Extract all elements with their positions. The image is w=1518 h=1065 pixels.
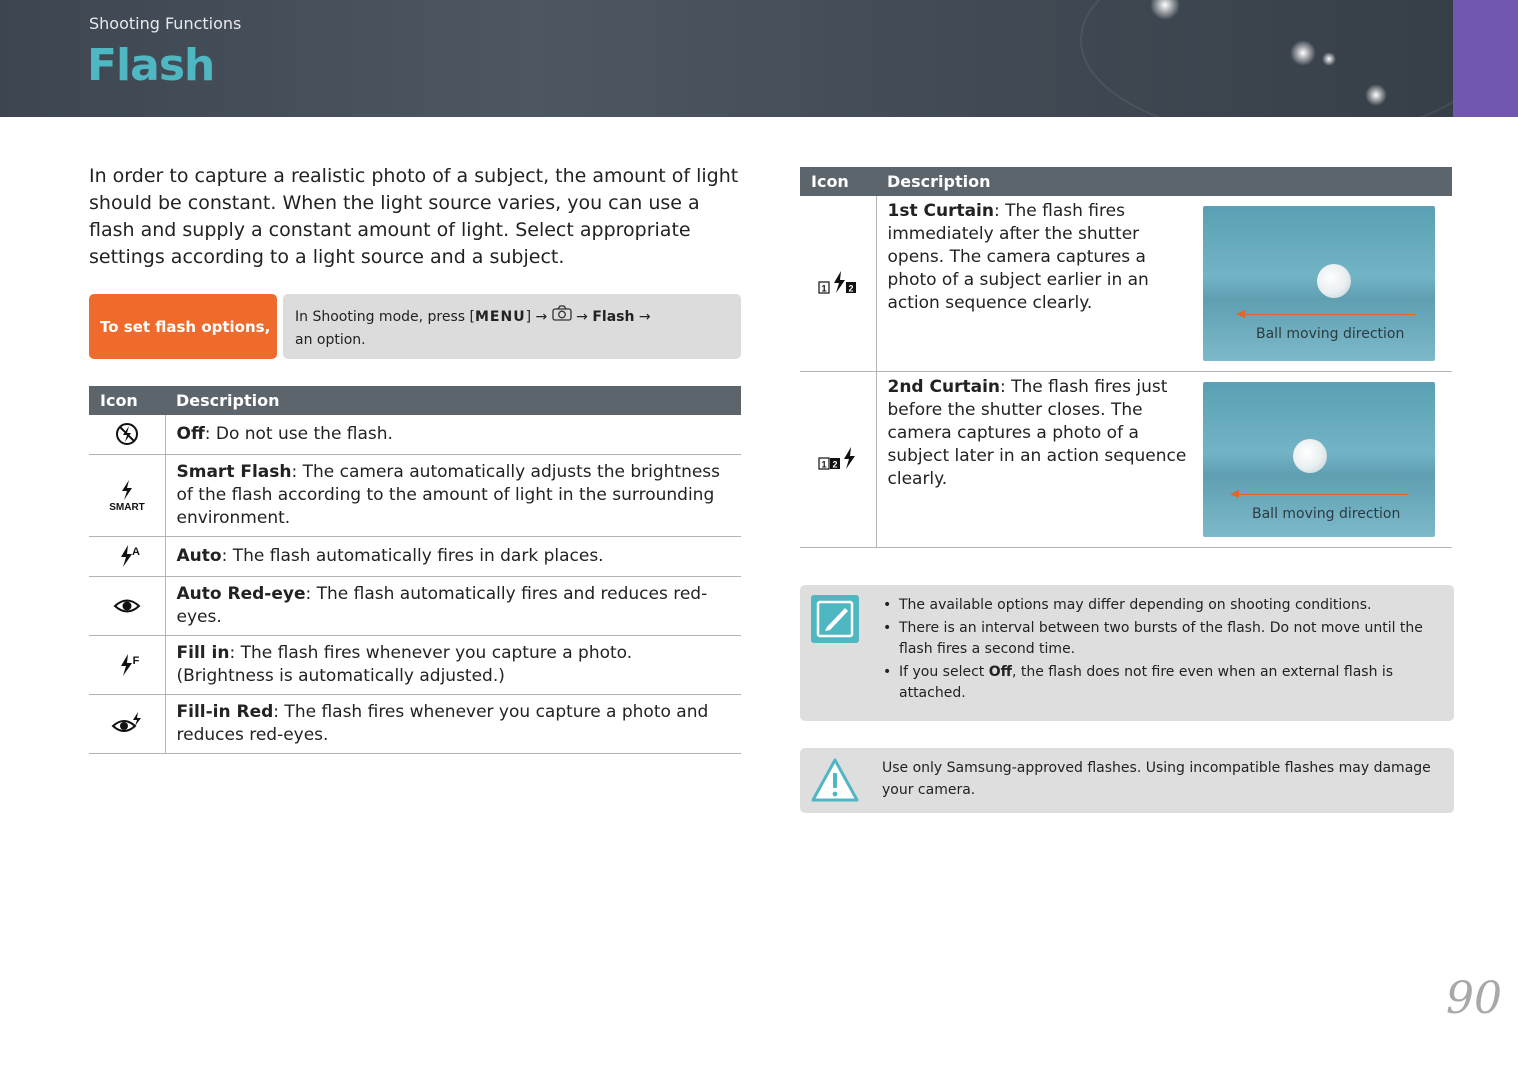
howto-label: To set flash options, <box>89 294 277 359</box>
table-row <box>89 635 741 694</box>
caution-text: Use only Samsung-approved flashes. Using incompatible flashes may damage your camera. <box>882 760 1431 798</box>
table-row <box>89 576 741 635</box>
howto-setting: Flash <box>592 309 635 325</box>
first-curtain-example-photo <box>1203 206 1435 361</box>
page-header <box>0 0 1518 117</box>
howto-prefix: In Shooting mode, press [ <box>295 309 475 325</box>
photo-caption: Ball moving direction <box>1256 325 1405 342</box>
section-label: Shooting Functions <box>89 14 242 33</box>
curtain-options-table <box>800 167 1452 548</box>
flash-fill-in-icon <box>109 652 145 678</box>
option-term: Fill-in Red <box>176 701 274 722</box>
column-header-icon: Icon <box>800 167 876 196</box>
arrow-line <box>1243 314 1415 315</box>
menu-key: MENU <box>474 309 526 325</box>
option-description: : The flash automatically fires and reduces red-eyes. <box>176 583 708 627</box>
red-eye-icon <box>109 593 145 619</box>
howto-arrow: → <box>576 309 588 325</box>
option-description: : The flash fires just before the shutter closes. The camera captures a photo of a subject later in an action sequence clearly. <box>887 376 1187 489</box>
curtain-digit: 2 <box>832 459 838 470</box>
option-description: : The camera automatically adjusts the brightness of the flash according to the amount of light in the surrounding environment. <box>176 461 721 528</box>
second-curtain-example-photo <box>1203 382 1435 537</box>
table-row <box>89 415 741 454</box>
howto-arrow: → <box>638 309 651 325</box>
camera-icon <box>552 305 572 329</box>
option-description: : The flash automatically fires in dark places. <box>221 545 604 566</box>
ball <box>1317 264 1351 298</box>
flash-options-table <box>89 386 741 754</box>
curtain-digit: 1 <box>821 283 827 294</box>
page-number: 90 <box>1446 973 1502 1024</box>
note-list <box>883 595 1428 706</box>
curtain-digit: 2 <box>848 283 854 294</box>
table-header-row <box>89 386 741 415</box>
option-term: Off <box>176 423 205 444</box>
flash-off-icon <box>109 421 145 447</box>
howto-instructions <box>283 294 741 359</box>
warning-icon <box>810 756 860 804</box>
list-item: • The available options may differ depending on shooting conditions. <box>883 595 1428 616</box>
second-curtain-icon <box>818 446 858 472</box>
note-prefix: If you select <box>899 664 989 680</box>
page-title: Flash <box>87 40 215 91</box>
flash-fill-in-red-icon <box>109 711 145 737</box>
fill-in-label: F <box>132 654 140 667</box>
table-row <box>800 196 1452 371</box>
table-row <box>89 454 741 536</box>
flash-auto-icon <box>109 543 145 569</box>
note-box <box>800 585 1454 721</box>
table-row <box>89 536 741 576</box>
table-header-row <box>800 167 1452 196</box>
list-item: • There is an interval between two bursts of the flash. Do not move until the flash fires a second time. <box>883 618 1428 660</box>
column-header-icon: Icon <box>89 386 165 415</box>
first-curtain-icon <box>818 270 858 296</box>
intro-paragraph: In order to capture a realistic photo of a subject, the amount of light should be constant. When the light source varies, you can use a flash and supply a constant amount of light. Select appropriate settings according to a light source and a subject. <box>89 165 739 268</box>
option-description: : The flash fires whenever you capture a photo. (Brightness is automatically adjusted.) <box>176 642 633 686</box>
column-header-description: Description <box>876 167 1452 196</box>
option-term: Smart Flash <box>176 461 292 482</box>
list-item <box>883 662 1428 704</box>
smart-label: SMART <box>108 502 145 513</box>
option-term: Auto <box>176 545 222 566</box>
caution-box <box>800 748 1454 813</box>
note-term: Off <box>988 664 1012 680</box>
table-row <box>89 694 741 753</box>
note-text: , the flash does not fire even when an external flash is attached. <box>899 664 1394 701</box>
auto-label: A <box>131 546 140 558</box>
howto-suffix: an option. <box>295 332 366 348</box>
photo-caption: Ball moving direction <box>1252 505 1401 522</box>
column-header-description: Description <box>165 386 741 415</box>
option-term: 2nd Curtain <box>887 376 1001 397</box>
arrow-line <box>1237 494 1409 495</box>
curtain-digit: 1 <box>821 459 827 470</box>
howto-after-menu: ] → <box>525 309 548 325</box>
option-description: : The flash fires whenever you capture a photo and reduces red-eyes. <box>176 701 709 745</box>
option-description: : The flash fires immediately after the shutter opens. The camera captures a photo of a subject earlier in an action sequence clearly. <box>887 200 1149 313</box>
chapter-tab[interactable] <box>1453 0 1518 117</box>
option-term: 1st Curtain <box>887 200 994 221</box>
note-pencil-icon <box>811 595 859 643</box>
flash-smart-icon <box>104 478 150 512</box>
option-term: Auto Red-eye <box>176 583 306 604</box>
header-glow <box>1080 0 1500 117</box>
option-term: Fill in <box>176 642 230 663</box>
table-row <box>800 371 1452 547</box>
ball <box>1293 439 1327 473</box>
option-description: : Do not use the flash. <box>204 423 393 444</box>
